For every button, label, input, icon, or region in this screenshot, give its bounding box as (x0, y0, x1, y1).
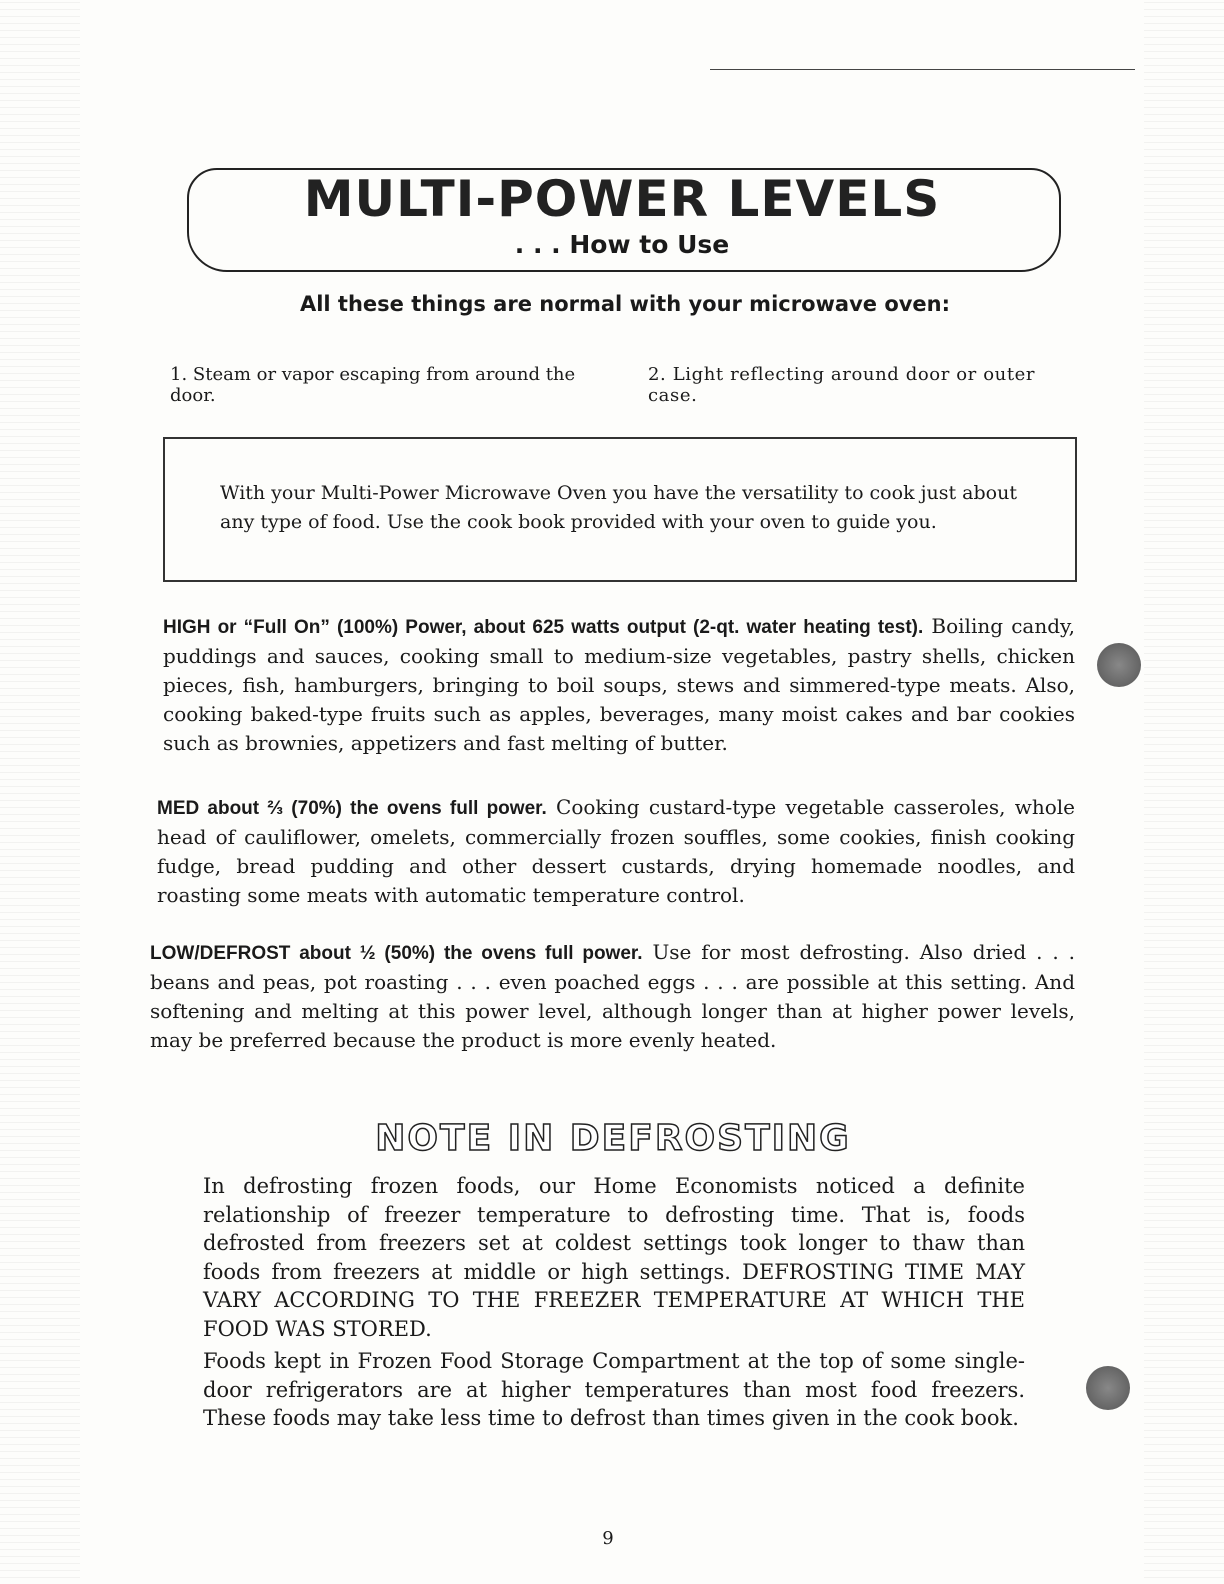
note-heading: NOTE IN DEFROSTING (375, 1118, 851, 1159)
section-subheading: All these things are normal with your microwave oven: (299, 292, 951, 316)
page-title: MULTI-POWER LEVELS (303, 170, 941, 228)
normal-item: 2. Light reflecting around door or outer case. (648, 364, 1036, 406)
level-lead: LOW/DEFROST about ½ (50%) the ovens full power. (150, 943, 643, 964)
note-paragraph: Foods kept in Frozen Food Storage Compartment at the top of some single-door refrigerators are at higher temperatures than most food freezers. These foods may take less time to defrost than times given in the cook book. (203, 1349, 1025, 1430)
scan-edge-left (0, 0, 80, 1584)
top-rule (710, 69, 1135, 70)
page-subtitle: . . . How to Use (514, 230, 730, 259)
level-lead: HIGH or “Full On” (100%) Power, about 625 watts output (2-qt. water heating test). (163, 617, 924, 638)
level-low (150, 938, 1075, 1055)
level-text: Use for most defrosting. Also dried . . . beans and peas, pot roasting . . . even poached eggs . . . are possible at this setting. And softening and melting at this power level, although longer than at higher power levels, may be preferred because the product is more evenly heated. (150, 940, 1075, 1052)
page-number: 9 (602, 1528, 614, 1549)
level-text: Boiling candy, puddings and sauces, cooking small to medium-size vegetables, pastry shells, chicken pieces, fish, hamburgers, bringing to boil soups, stews and simmered-type meats. Also, cooking baked-type fruits such as apples, beverages, many moist cakes and bar cookies such as brownies, appetizers and fast melting of butter. (163, 614, 1076, 755)
level-high (163, 612, 1075, 758)
level-text: Cooking custard-type vegetable casseroles, whole head of cauliflower, omelets, commercially frozen souffles, some cookies, finish cooking fudge, bread pudding and other dessert custards, drying homemade noodles, and roasting some meats with automatic temperature control. (157, 795, 1075, 907)
binder-hole-icon (1097, 643, 1141, 687)
normal-item: 1. Steam or vapor escaping from around the door. (170, 364, 576, 406)
level-lead: MED about ⅔ (70%) the ovens full power. (157, 798, 547, 819)
intro-text: With your Multi-Power Microwave Oven you have the versatility to cook just about any type of food. Use the cook book provided with your oven to guide you. (220, 482, 1017, 533)
note-paragraph: In defrosting frozen foods, our Home Economists noticed a definite relationship of freezer temperature to defrosting time. That is, foods defrosted from freezers set at coldest settings took longer to thaw than foods from freezers at middle or high settings. DEFROSTING TIME MAY VARY ACCORDING TO THE FREEZER TEMPERATURE AT WHICH THE FOOD WAS STORED. (203, 1174, 1025, 1341)
level-med (157, 793, 1075, 910)
binder-hole-icon (1086, 1366, 1130, 1410)
scan-edge-right (1144, 0, 1224, 1584)
